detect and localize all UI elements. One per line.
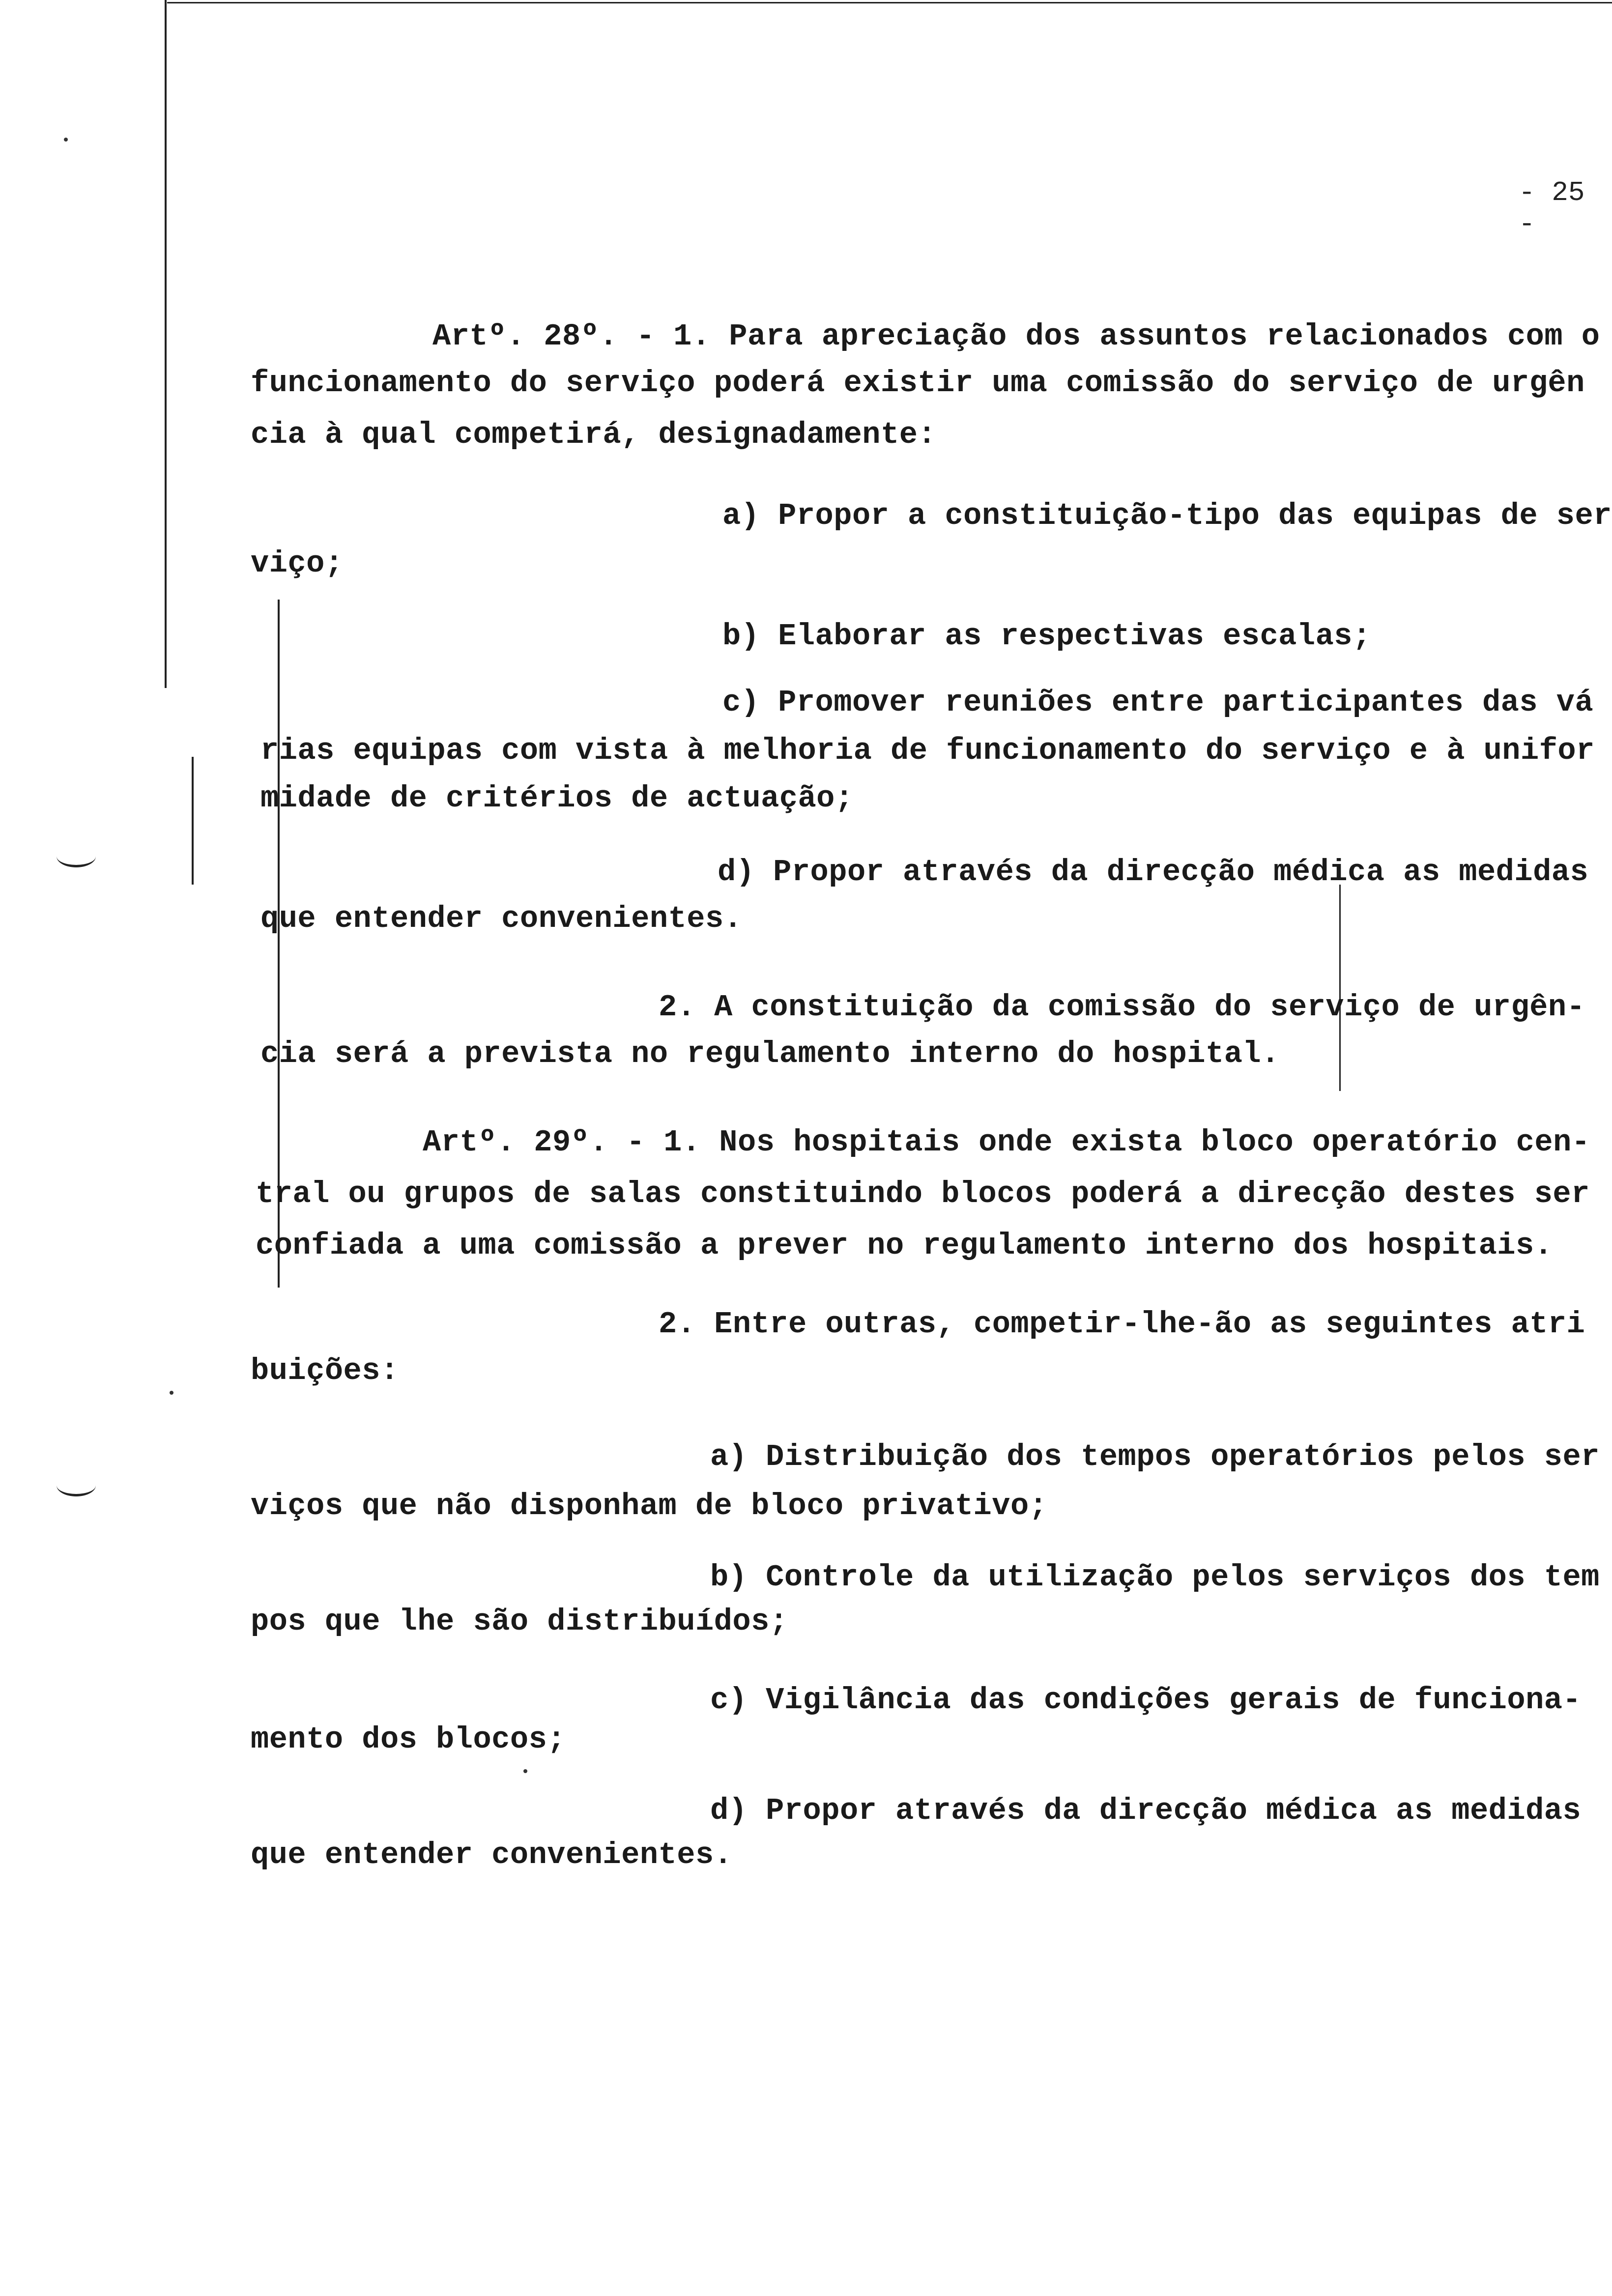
text-line: que entender convenientes. — [251, 1837, 733, 1872]
text-line: Artº. 29º. - 1. Nos hospitais onde exista bloco operatório cen- — [423, 1125, 1590, 1160]
text-line: d) Propor através da direcção médica as medidas — [710, 1793, 1582, 1828]
text-line: c) Vigilância das condições gerais de funciona- — [710, 1683, 1582, 1718]
text-line: mento dos blocos; — [251, 1722, 566, 1757]
scan-margin-line — [165, 0, 167, 688]
text-line: a) Propor a constituição-tipo das equipas de ser — [722, 498, 1612, 533]
text-line: confiada a uma comissão a prever no regulamento interno dos hospitais. — [256, 1228, 1553, 1263]
scan-speck — [523, 1769, 527, 1773]
text-line: buições: — [251, 1353, 399, 1388]
scan-speck — [64, 138, 68, 142]
text-line: cia será a prevista no regulamento interno do hospital. — [260, 1036, 1280, 1071]
text-line: viços que não disponham de bloco privativo; — [251, 1489, 1048, 1523]
text-line: pos que lhe são distribuídos; — [251, 1604, 788, 1639]
text-line: que entender convenientes. — [260, 901, 743, 936]
page-number: - 25 - — [1519, 177, 1585, 240]
scan-margin-line — [192, 757, 194, 885]
text-line: cia à qual competirá, designadamente: — [251, 417, 937, 452]
text-line: tral ou grupos de salas constituindo blocos poderá a direcção destes ser — [256, 1177, 1590, 1211]
scan-top-edge — [167, 2, 1612, 3]
text-line: rias equipas com vista à melhoria de funcionamento do serviço e à unifor — [260, 733, 1595, 768]
scan-margin-line — [1339, 885, 1341, 1091]
text-line: Artº. 28º. - 1. Para apreciação dos assuntos relacionados com o — [432, 319, 1600, 354]
text-line: funcionamento do serviço poderá existir uma comissão do serviço de urgên — [251, 366, 1585, 401]
text-line: b) Controle da utilização pelos serviços dos tem — [710, 1560, 1600, 1595]
text-line: b) Elaborar as respectivas escalas; — [722, 619, 1371, 654]
text-line: 2. Entre outras, competir-lhe-ão as seguintes atri — [659, 1307, 1585, 1342]
scan-speck — [170, 1391, 173, 1395]
text-line: 2. A constituição da comissão do serviço de urgên- — [659, 990, 1585, 1025]
text-line: d) Propor através da direcção médica as medidas — [718, 855, 1589, 890]
punch-hole-mark — [57, 1474, 96, 1496]
text-line: midade de critérios de actuação; — [260, 781, 854, 816]
text-line: a) Distribuição dos tempos operatórios pelos ser — [710, 1439, 1600, 1474]
punch-hole-mark — [57, 845, 96, 867]
text-line: c) Promover reuniões entre participantes das vá — [722, 685, 1594, 720]
text-line: viço; — [251, 546, 344, 581]
